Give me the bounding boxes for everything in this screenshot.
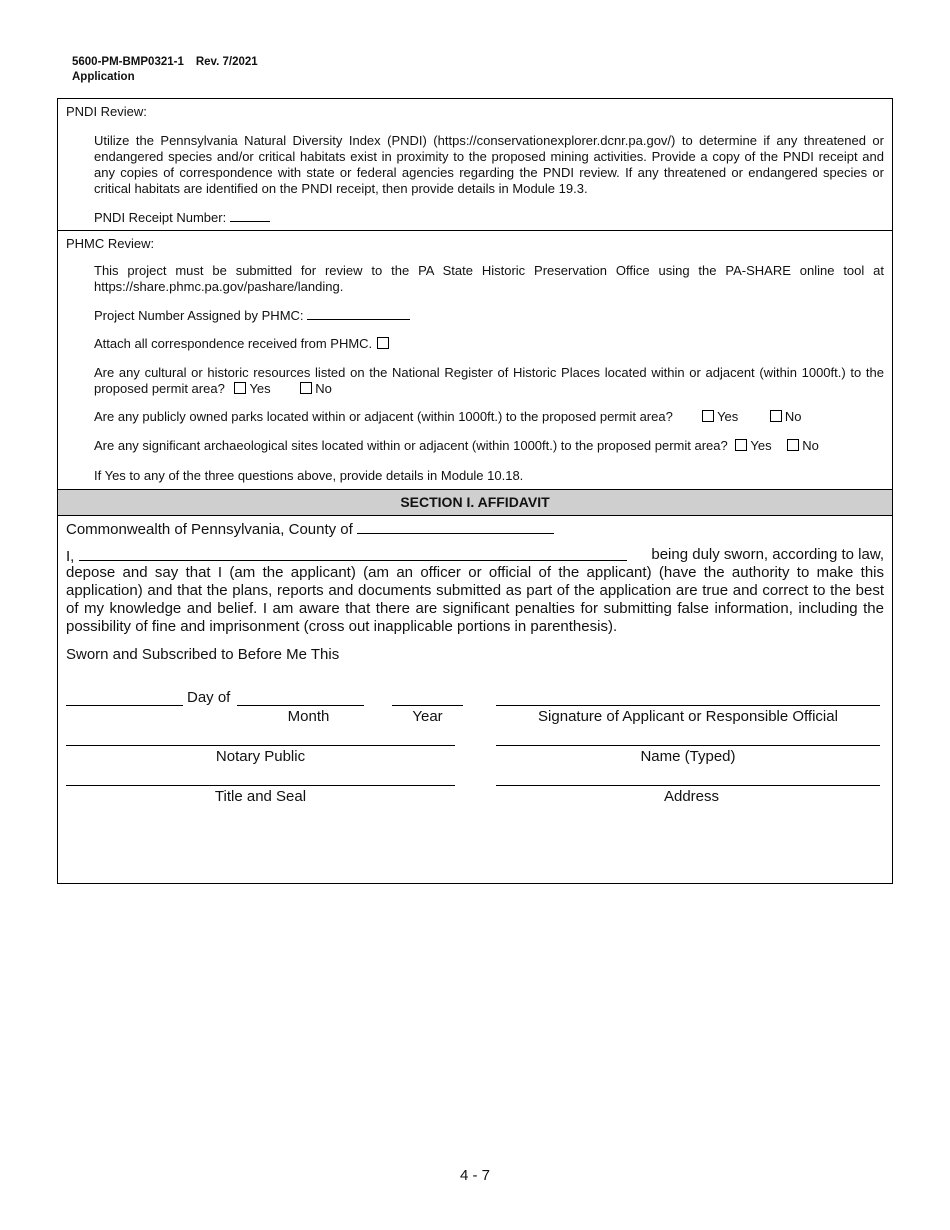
- q2-yes-label: Yes: [717, 409, 739, 424]
- signature-label: Signature of Applicant or Responsible Official: [538, 708, 838, 725]
- phmc-project-field[interactable]: [307, 308, 410, 320]
- q2-no-label: No: [784, 409, 802, 424]
- q1-no-label: No: [315, 381, 332, 396]
- revision: Rev. 7/2021: [195, 56, 258, 68]
- affidavit-section: [58, 516, 892, 883]
- address-field[interactable]: [496, 785, 880, 786]
- q3-yes-label: Yes: [750, 438, 772, 453]
- county-field[interactable]: [357, 519, 554, 534]
- phmc-q3: [94, 438, 884, 454]
- address-label: Address: [663, 788, 720, 805]
- phmc-q1: [94, 365, 884, 397]
- title-seal-field[interactable]: [66, 785, 455, 786]
- phmc-label: PHMC Review:: [66, 236, 155, 251]
- affidavit-heading: SECTION I. AFFIDAVIT: [58, 489, 892, 516]
- q1-no-checkbox[interactable]: [300, 382, 312, 394]
- q1-yes-checkbox[interactable]: [234, 382, 246, 394]
- name-typed-field[interactable]: [496, 745, 880, 746]
- sworn-name-row: [66, 546, 884, 566]
- year-label: Year: [412, 708, 443, 725]
- county-row: [66, 519, 884, 539]
- year-field[interactable]: [392, 705, 463, 706]
- phmc-attach-row: [94, 336, 884, 352]
- form-number: 5600-PM-BMP0321-1: [72, 56, 184, 68]
- phmc-project-label: Project Number Assigned by PHMC:: [94, 308, 304, 323]
- name-typed-label: Name (Typed): [640, 748, 736, 765]
- phmc-project-row: [94, 308, 884, 324]
- q3-no-label: No: [802, 438, 819, 453]
- i-prefix: I,: [66, 548, 75, 565]
- q2-no-checkbox[interactable]: [770, 410, 782, 422]
- pndi-text: Utilize the Pennsylvania Natural Diversity Index (PNDI) (https://conservationexplorer.dcnr.pa.gov/) to determine if any threatened or endangered species and/or critical habitats exist in proximity to the proposed mining activities. Provide a copy of the PNDI receipt and any copies of correspondence with state or federal agencies regarding the PNDI review. If any threatened or endangered species or critical habitats are identified on the PNDI receipt, then provide details in Module 19.3.: [94, 133, 884, 196]
- q1-yes-label: Yes: [249, 381, 271, 396]
- notary-label: Notary Public: [215, 748, 306, 765]
- pndi-section: [58, 99, 892, 231]
- phmc-attach-label: Attach all correspondence received from PHMC.: [94, 336, 373, 351]
- notary-field[interactable]: [66, 745, 455, 746]
- day-of-label: Day of: [187, 689, 231, 706]
- form-frame: [57, 98, 893, 884]
- sworn-line: Sworn and Subscribed to Before Me This: [66, 646, 340, 663]
- phmc-intro: This project must be submitted for review to the PA State Historic Preservation Office using the PA-SHARE online tool at https://share.phmc.pa.gov/pashare/landing.: [94, 263, 884, 294]
- phmc-section: [58, 231, 892, 489]
- q2-yes-checkbox[interactable]: [702, 410, 714, 422]
- phmc-footer: If Yes to any of the three questions above, provide details in Module 10.18.: [94, 468, 524, 483]
- attach-checkbox[interactable]: [377, 337, 389, 349]
- affiant-name-field[interactable]: [79, 546, 627, 561]
- phmc-q2: [94, 409, 884, 425]
- pndi-receipt-label: PNDI Receipt Number:: [94, 210, 227, 225]
- q2-text: Are any publicly owned parks located within or adjacent (within 1000ft.) to the proposed permit area?: [94, 409, 673, 424]
- q3-no-checkbox[interactable]: [787, 439, 799, 451]
- day-field[interactable]: [66, 705, 183, 706]
- page-number: 4 - 7: [459, 1167, 490, 1184]
- pndi-receipt-field[interactable]: [230, 210, 270, 222]
- month-field[interactable]: [237, 705, 364, 706]
- affidavit-body: depose and say that I (am the applicant) (am an officer or official of the applicant) (have the authority to make this application) and that the plans, reports and documents submitted as part of the application are true and correct to the best of my knowledge and belief. I am aware that there are significant penalties for submitting false information, including the possibility of fine and imprisonment (cross out inapplicable portions in parenthesis).: [66, 564, 884, 635]
- q3-text: Are any significant archaeological sites located within or adjacent (within 1000ft.) to the proposed permit area?: [94, 438, 728, 453]
- title-seal-label: Title and Seal: [214, 788, 307, 805]
- county-label: Commonwealth of Pennsylvania, County of: [66, 521, 353, 538]
- doc-type: Application: [72, 71, 135, 83]
- signature-field[interactable]: [496, 705, 880, 706]
- pndi-receipt-row: [94, 210, 884, 226]
- sworn-suffix: being duly sworn, according to law,: [651, 546, 884, 563]
- q3-yes-checkbox[interactable]: [735, 439, 747, 451]
- q1-text: Are any cultural or historic resources listed on the National Register of Historic Places located within or adjacent (within 1000ft.) to the proposed permit area?: [94, 365, 884, 396]
- form-header: [72, 55, 258, 85]
- pndi-label: PNDI Review:: [66, 104, 147, 119]
- month-label: Month: [287, 708, 330, 725]
